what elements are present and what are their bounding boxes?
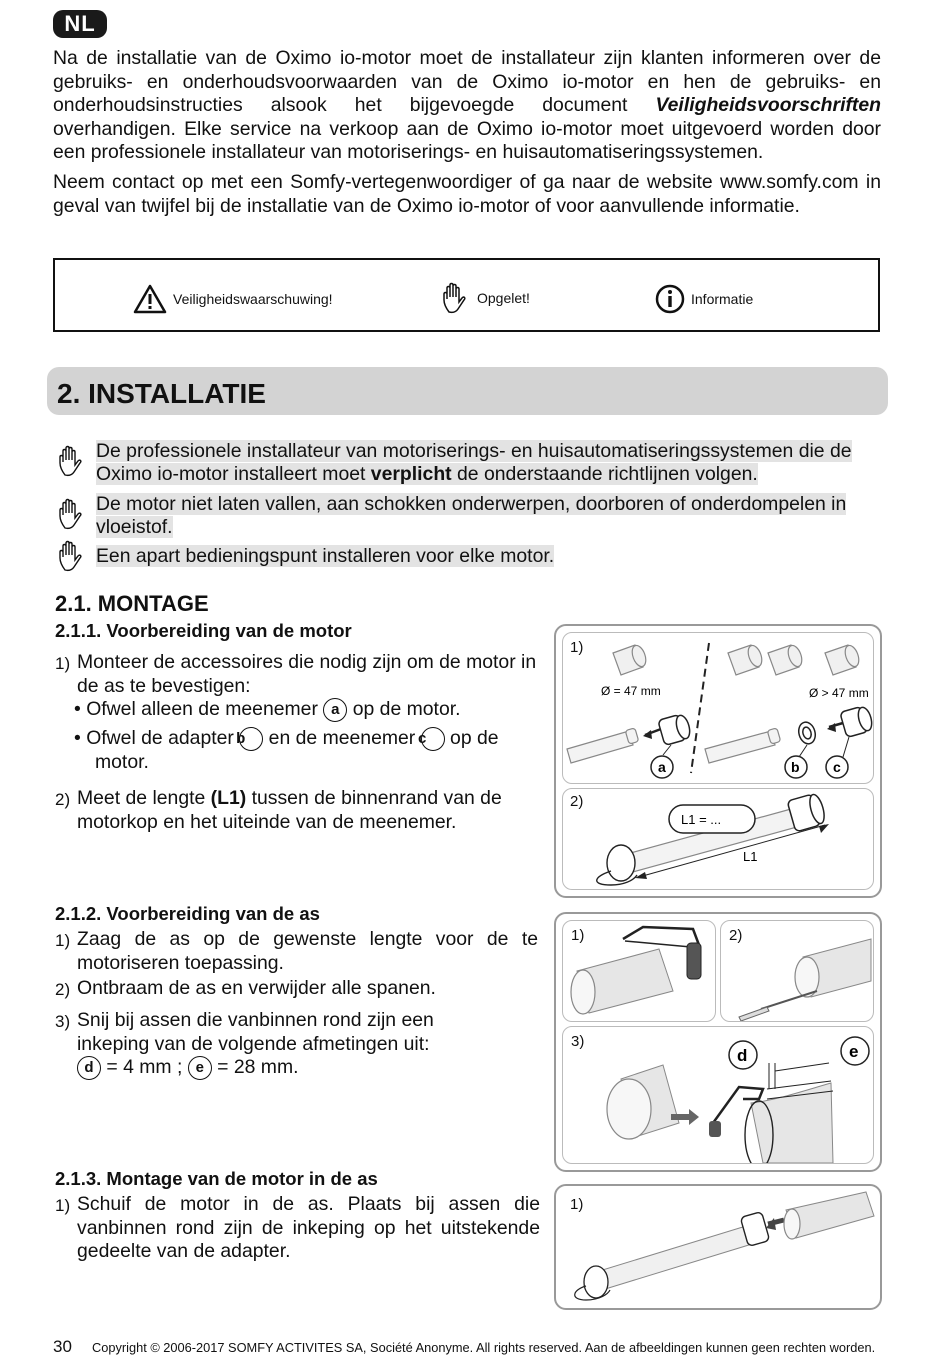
warning-triangle-icon xyxy=(133,284,167,314)
intro-p1-a: Na de installatie van de Oximo io-motor moet de installateur zijn klanten informeren over de gebruiks- en onderhoudsvoorwaarden van de Oximo io-motor en hen de gebruiks- en onderhoudsinstructies alsook het bijgevoegde document xyxy=(53,47,881,117)
motor-step-2: 2) Meet de lengte (L1) tussen de binnenrand van de motorkop en het uiteinde van de meenemer. xyxy=(55,787,502,833)
saw-illustration xyxy=(563,921,715,1021)
callout-a: a xyxy=(323,698,347,722)
figure-callout-e: e xyxy=(849,1042,859,1061)
safety-document-name: Veiligheidsvoorschriften xyxy=(655,94,881,117)
diameter-gt-47-label: Ø > 47 mm xyxy=(809,686,869,700)
caution-item-2 xyxy=(53,493,883,538)
caution-1-emphasis: verplicht xyxy=(370,462,452,485)
legend-caution xyxy=(441,282,530,314)
page-number: 30 xyxy=(53,1337,72,1356)
accessories-illustration xyxy=(563,633,873,783)
figure-2-panel-1: 1) xyxy=(562,920,716,1022)
callout-c: c xyxy=(421,727,445,751)
figure-1-panel-2: 2) L1 = ... L1 xyxy=(562,788,874,890)
l1-input-box: L1 = ... xyxy=(681,812,722,827)
intro-text xyxy=(53,47,881,224)
symbol-legend xyxy=(53,258,880,332)
tube-step-3: 3) Snij bij assen die vanbinnen rond zijn een inkeping van de volgende afmetingen uit: d = 4 mm ; e = 28 mm. xyxy=(55,1009,434,1079)
montage-heading: 2.1. MONTAGE xyxy=(55,591,209,616)
figure-1-panel-1: 1) Ø = 47 mm Ø > 47 mm a b c xyxy=(562,632,874,784)
figure-callout-b: b xyxy=(791,759,800,775)
caution-item-3 xyxy=(53,545,883,568)
caution-item-1 xyxy=(53,440,883,485)
figure-motor-into-tube: 1) xyxy=(554,1184,882,1310)
figure-2-panel-2: 2) xyxy=(720,920,874,1022)
callout-b: b xyxy=(239,727,263,751)
hand-icon xyxy=(57,539,87,573)
figure-callout-a: a xyxy=(658,759,666,775)
intro-paragraph-2: Neem contact op met een Somfy-vertegenwoordiger of ga naar de website www.somfy.com in geval van twijfel bij de installatie van de Oximo io-motor of voor aanvullende informatie. xyxy=(53,170,881,217)
length-l1: (L1) xyxy=(210,787,247,809)
callout-d: d xyxy=(77,1056,101,1080)
hand-icon xyxy=(57,497,87,531)
callout-e: e xyxy=(188,1056,212,1080)
figure-motor-preparation xyxy=(554,624,882,898)
legend-info-label: Informatie xyxy=(691,291,754,307)
caution-3-text: Een apart bedieningspunt installeren voor elke motor. xyxy=(96,545,555,567)
figure-callout-c: c xyxy=(833,759,841,775)
motor-insertion-illustration xyxy=(556,1186,880,1308)
caution-1-c: de onderstaande richtlijnen volgen. xyxy=(451,462,758,485)
legend-warning xyxy=(133,284,333,314)
l1-label: L1 xyxy=(743,849,758,864)
motor-into-tube-heading: 2.1.3. Montage van de motor in de as xyxy=(55,1168,378,1189)
section-title: 2. INSTALLATIE xyxy=(57,378,266,409)
hand-icon xyxy=(441,282,471,314)
legend-caution-label: Opgelet! xyxy=(477,290,530,306)
figure-callout-d: d xyxy=(737,1046,748,1065)
diameter-47-label: Ø = 47 mm xyxy=(601,684,661,698)
length-measurement-illustration xyxy=(563,789,873,889)
figure-2-panel-3: 3) d e xyxy=(562,1026,874,1164)
motor-bullet-2: • Ofwel de adapter b en de meenemer c op de motor. xyxy=(74,727,499,773)
legend-warning-label: Veiligheidswaarschuwing! xyxy=(173,291,333,307)
info-icon xyxy=(655,284,685,314)
tube-preparation-heading: 2.1.2. Voorbereiding van de as xyxy=(55,903,320,924)
motor-step-1: 1) Monteer de accessoires die nodig zijn om de motor in de as te bevestigen: xyxy=(55,651,537,697)
tube-step-2: 2) Ontbraam de as en verwijder alle spanen. xyxy=(55,977,436,999)
legend-info xyxy=(655,284,753,314)
deburr-illustration xyxy=(721,921,873,1021)
copyright-notice: Copyright © 2006-2017 SOMFY ACTIVITES SA, Société Anonyme. All rights reserved. Aan de afbeeldingen kunnen geen rechten worden. xyxy=(92,1340,876,1355)
caution-1-a: De professionele installateur van motoriserings- en huisautomatiseringssystemen die de Oximo io-motor installeert moet xyxy=(96,440,852,485)
notch-illustration xyxy=(563,1027,873,1163)
motor-bullet-1: • Ofwel alleen de meenemer a op de motor. xyxy=(74,698,461,721)
intro-paragraph-1 xyxy=(53,47,881,165)
language-badge: NL xyxy=(53,10,107,38)
intro-p1-c: overhandigen. Elke service na verkoop aan de Oximo io-motor moet uitgevoerd worden door een professionele installateur van motoriserings- en huisautomatiseringssystemen. xyxy=(53,117,881,164)
motor-into-tube-step-1: 1) Schuif de motor in de as. Plaats bij assen die vanbinnen rond zijn de inkeping op het uitstekende gedeelte van de adapter. xyxy=(55,1193,540,1262)
tube-step-1: 1) Zaag de as op de gewenste lengte voor de te motoriseren toepassing. xyxy=(55,928,538,974)
motor-preparation-heading: 2.1.1. Voorbereiding van de motor xyxy=(55,620,352,641)
hand-icon xyxy=(57,444,87,478)
figure-tube-preparation xyxy=(554,912,882,1172)
caution-2-text: De motor niet laten vallen, aan schokken onderwerpen, doorboren of onderdompelen in vloeistof. xyxy=(96,493,847,538)
